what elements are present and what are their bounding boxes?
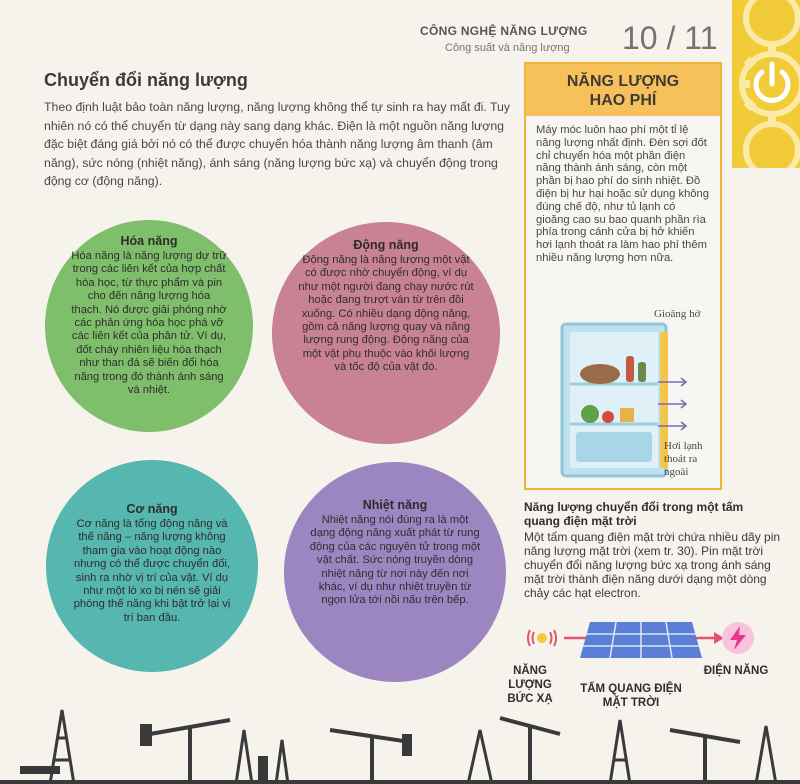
mechanical-energy-title: Cơ năng — [126, 502, 178, 516]
industrial-skyline-silhouette — [0, 700, 800, 784]
sun-icon — [537, 633, 547, 643]
thermal-energy-title: Nhiệt năng — [362, 498, 428, 512]
kinetic-energy-circle — [272, 222, 500, 444]
header-subtitle: Công suất và năng lượng — [445, 42, 570, 54]
chemical-energy-title: Hóa năng — [120, 234, 178, 248]
panel-label-line2: MẶT TRỜI — [602, 697, 660, 709]
cold-air-label-line2: thoát ra — [664, 453, 698, 465]
kinetic-energy-text: Động năng là năng lượng một vật có được nhờ chuyển động, ví dụ như một người đang chạy nước rút hoặc đang trượt ván từ trên đồi xuống. Có nhiều dạng động năng, gồm cả năng lượng quay và năng lượng rung động. Động năng của một vật phụ thuộc vào khối lượng và tốc độ của vật đó. — [298, 254, 474, 374]
mechanical-energy-circle — [46, 460, 258, 672]
solar-diagram — [524, 618, 754, 662]
electric-energy-label: ĐIỆN NĂNG — [703, 665, 769, 677]
chemical-energy-text: Hóa năng là năng lượng dự trữ trong các liên kết của hợp chất hóa học, từ thực phẩm và pin cho đến năng lượng hóa thạch. Nó được giải phóng nhờ các phản ứng hóa học phá vỡ các liên kết của phân tử. Ví dụ, đốt cháy nhiên liệu hóa thạch như than đá sẽ biến đổi hóa năng trong đó thành ánh sáng và nhiệt. — [71, 250, 227, 397]
radiant-label-line1: NĂNG LƯỢNG — [508, 665, 552, 691]
cold-air-label-line1: Hơi lạnh — [664, 440, 703, 452]
gasket-label: Gioăng hở — [654, 308, 701, 320]
section-title: Chuyển đổi năng lượng — [44, 70, 248, 90]
chemical-energy-circle — [45, 220, 253, 432]
kinetic-energy-title: Động năng — [353, 238, 419, 252]
thermal-energy-text: Nhiệt năng nói đúng ra là một dạng động năng xuất phát từ rung động của các nguyên tử trong một vật chất. Sức nóng truyền dòng nhiệt năng từ nơi này đến nơi khác, ví dụ như nhiệt truyền từ ngọn lửa tới nồi nấu trên bếp. — [309, 514, 481, 607]
radiant-label-line2: BỨC XẠ — [507, 693, 553, 705]
mechanical-energy-text: Cơ năng là tổng động năng và thế năng – năng lượng không tham gia vào hoạt động nào nhưng có thể được chuyển đổi, sinh ra nhờ vị trí của vật. Ví dụ như một lò xo bị nén sẽ giải phóng thế năng khi bật trở lại vị trí ban đầu. — [73, 518, 231, 624]
thermal-energy-circle — [284, 462, 506, 682]
solar-panel-icon — [580, 622, 702, 658]
panel-title-line1: NĂNG LƯỢNG — [566, 73, 680, 90]
header-title: CÔNG NGHỆ NĂNG LƯỢNG — [420, 24, 588, 38]
wasted-energy-panel — [524, 62, 722, 490]
panel-title — [526, 64, 720, 116]
cold-air-label — [664, 440, 703, 479]
panel-title-line2: HAO PHÍ — [589, 92, 657, 109]
gear-decoration — [732, 0, 800, 168]
power-gear-icon — [732, 0, 800, 168]
panel-label-line1: TẤM QUANG ĐIỆN — [580, 683, 682, 695]
page-number: 10 / 11 — [622, 20, 718, 56]
lightning-bolt-icon — [722, 622, 754, 654]
cold-air-arrows-icon — [656, 374, 696, 434]
intro-paragraph: Theo định luật bảo toàn năng lượng, năng lượng không thể tự sinh ra hay mất đi. Tuy nhiên nó có thể chuyển từ dạng này sang dạng khác. Điện là một nguồn năng lượng đặc biệt đáng giá bởi nó có thể được chuyển hóa thành năng lượng âm thanh (âm năng), sức nóng (nhiệt năng), ánh sáng (năng lượng bức xạ) và chuyển động trong động cơ (động năng). — [44, 100, 511, 188]
panel-text: Máy móc luôn hao phí một tỉ lệ năng lượng nhất định. Đèn sợi đốt chỉ chuyển hóa một phần điện năng thành ánh sáng, còn một phần bị hao phí do sinh nhiệt. Đồ điện bị hư hại hoặc sử dụng không đúng chế độ, như tủ lạnh có gioăng cao su bao quanh phần rìa phía trong cánh cửa bị hở khiến hơi lạnh thoát ra làm hao phí thêm nhiều năng lượng hơn nữa. — [536, 124, 709, 264]
solar-title: Năng lượng chuyển đổi trong một tấm quang điện mặt trời — [524, 500, 744, 528]
cold-air-label-line3: ngoài — [664, 466, 689, 478]
fridge-illustration — [560, 322, 670, 480]
solar-text: Một tấm quang điện mặt trời chứa nhiều dãy pin năng lượng mặt trời (xem tr. 30). Pin mặt trời chuyển đổi năng lượng bức xạ trong ánh sáng mặt trời thành điện năng dưới dạng một dòng chảy các hạt electron. — [524, 530, 781, 600]
